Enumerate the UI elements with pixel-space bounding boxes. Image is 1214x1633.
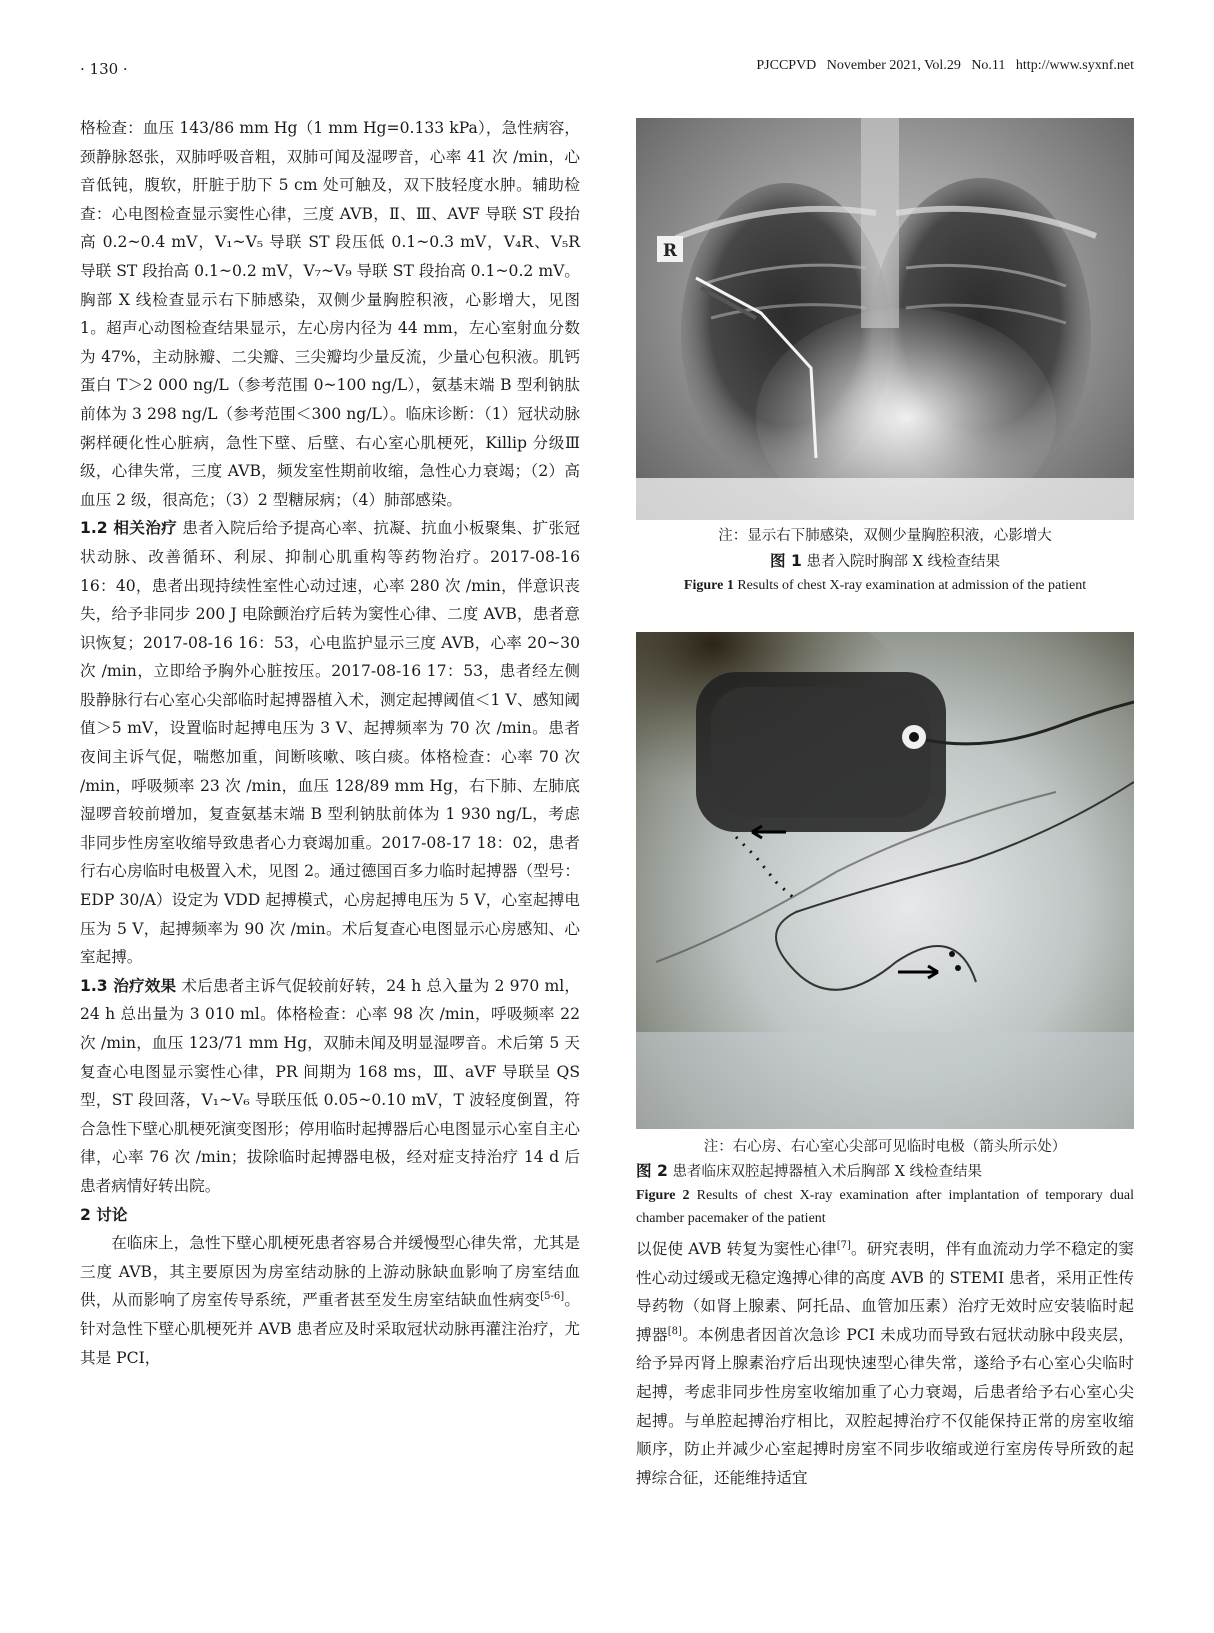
right-column xyxy=(636,1235,1134,1492)
figure-2-cn-text: 患者临床双腔起搏器植入术后胸部 X 线检查结果 xyxy=(672,1164,983,1180)
figure-2-en-label: Figure 2 xyxy=(636,1188,690,1203)
citation-5-6[interactable]: [5-6] xyxy=(540,1291,565,1303)
discussion-paragraph xyxy=(80,1229,580,1372)
figure-1-cn-label: 图 1 xyxy=(769,552,802,570)
figure-1-note: 注：显示右下肺感染，双侧少量胸腔积液，心影增大 xyxy=(718,528,1052,544)
page-number: · 130 · xyxy=(80,60,128,78)
figure-2-en-caption xyxy=(636,1184,1134,1230)
figure-1-en-caption xyxy=(636,574,1134,598)
section-1-2-body: 患者入院后给予提高心率、抗凝、抗血小板聚集、扩张冠状动脉、改善循环、利尿、抑制心肌重构等药物治疗。2017-08-16 16：40，患者出现持续性室性心动过速，心率 280 次 /min，伴意识丧失，给予非同步 200 J 电除颤治疗后转为窦性心律、二度 AVB，患者意识恢复；2017-08-16 16：53，心电监护显示三度 AVB，心率 20~30 次 /min，立即给予胸外心脏按压。2017-08-16 17：53，患者经左侧股静脉行右心室心尖部临时起搏器植入术，测定起搏阈值＜1 V、感知阈值＞5 mV，设置临时起搏电压为 3 V、起搏频率为 70 次 /min。患者夜间主诉气促，喘憋加重，间断咳嗽、咳白痰。体格检查：心率 70 次 /min，呼吸频率 23 次 /min，血压 128/89 mm Hg，右下肺、左肺底湿啰音较前增加，复查氨基末端 B 型利钠肽前体为 1 930 ng/L，考虑非同步性房室收缩导致患者心力衰竭加重。2017-08-17 18：02，患者行右心房临时电极置入术，见图 2。通过德国百多力临时起搏器（型号：EDP 30/A）设定为 VDD 起搏模式，心房起搏电压为 5 V，心室起搏电压为 5 V，起搏频率为 90 次 /min。术后复查心电图显示心房感知、心室起搏。 xyxy=(80,519,580,967)
figure-1-cn-caption xyxy=(636,549,1134,574)
journal-info: PJCCPVD November 2021, Vol.29 No.11 http://www.syxnf.net xyxy=(756,58,1134,73)
figure-2-note: 注：右心房、右心室心尖部可见临时电极（箭头所示处） xyxy=(703,1139,1067,1155)
figure-1-xray-drawing xyxy=(636,118,1134,520)
right-text-1: 以促使 AVB 转复为窦性心律 xyxy=(636,1240,837,1258)
figure-1-r-marker: R xyxy=(662,241,678,261)
section-2-heading: 2 讨论 xyxy=(80,1205,128,1224)
section-1-3-body: 术后患者主诉气促较前好转，24 h 总入量为 2 970 ml，24 h 总出量为 3 010 ml。体格检查：心率 98 次 /min，呼吸频率 22 次 /min，血压 123/71 mm Hg，双肺未闻及明显湿啰音。术后第 5 天复查心电图显示窦性心律，PR 间期为 168 ms，Ⅲ、aVF 导联呈 QS 型，ST 段回落，V₁~V₆ 导联压低 0.05~0.10 mV，T 波轻度倒置，符合急性下壁心肌梗死演变图形；停用临时起搏器后心电图显示心室自主心律，心率 76 次 /min；拔除临时起搏器电极，经对症支持治疗 14 d 后患者病情好转出院。 xyxy=(80,976,580,1195)
figure-2-cn-label: 图 2 xyxy=(636,1162,668,1180)
section-1-2 xyxy=(80,514,580,972)
figure-2-xray-drawing xyxy=(636,632,1134,1129)
discussion-text-1: 在临床上，急性下壁心肌梗死患者容易合并缓慢型心律失常，尤其是三度 AVB，其主要原因为房室结动脉的上游动脉缺血影响了房室结血供，从而影响了房室传导系统，严重者甚至发生房室结缺血性病变 xyxy=(80,1234,580,1310)
figure-1-xray-image xyxy=(636,118,1134,520)
citation-8[interactable]: [8] xyxy=(667,1325,682,1337)
discussion-text-2: 。针对急性下壁心肌梗死并 AVB 患者应及时采取冠状动脉再灌注治疗，尤其是 PCI， xyxy=(80,1291,580,1367)
figure-2-en-text: Results of chest X-ray examination after implantation of temporary dual chamber pacemaker of the patient xyxy=(636,1188,1134,1226)
right-text-2: 。研究表明，伴有血流动力学不稳定的窦性心动过缓或无稳定逸搏心律的高度 AVB 的 STEMI 患者，采用正性传导药物（如肾上腺素、阿托品、血管加压素）治疗无效时应安装临时起搏器 xyxy=(636,1240,1134,1344)
figure-2-cn-caption xyxy=(636,1159,1134,1184)
citation-7[interactable]: [7] xyxy=(836,1239,851,1251)
figure-1-en-text: Results of chest X-ray examination at admission of the patient xyxy=(737,578,1087,593)
section-1-3-heading: 1.3 治疗效果 xyxy=(80,976,177,995)
right-column-paragraph xyxy=(636,1235,1134,1492)
figure-1-cn-text: 患者入院时胸部 X 线检查结果 xyxy=(806,554,1001,570)
section-1-3 xyxy=(80,972,580,1201)
figure-2-xray-image xyxy=(636,632,1134,1129)
left-column xyxy=(80,114,580,1372)
figure-1-en-label: Figure 1 xyxy=(683,578,734,593)
exam-paragraph: 格检查：血压 143/86 mm Hg（1 mm Hg=0.133 kPa），急性病容，颈静脉怒张，双肺呼吸音粗，双肺可闻及湿啰音，心率 41 次 /min，心音低钝，腹软，肝脏于肋下 5 cm 处可触及，双下肢轻度水肿。辅助检查：心电图检查显示窦性心律，三度 AVB，Ⅱ、Ⅲ、AVF 导联 ST 段抬高 0.2~0.4 mV，V₁~V₅ 导联 ST 段压低 0.1~0.3 mV，V₄R、V₅R 导联 ST 段抬高 0.1~0.2 mV，V₇~V₉ 导联 ST 段抬高 0.1~0.2 mV。胸部 X 线检查显示右下肺感染，双侧少量胸腔积液，心影增大，见图 1。超声心动图检查结果显示，左心房内径为 44 mm，左心室射血分数为 47%，主动脉瓣、二尖瓣、三尖瓣均少量反流，少量心包积液。肌钙蛋白 T＞2 000 ng/L（参考范围 0~100 ng/L），氨基末端 B 型利钠肽前体为 3 298 ng/L（参考范围＜300 ng/L）。临床诊断：（1）冠状动脉粥样硬化性心脏病，急性下壁、后壁、右心室心肌梗死，Killip 分级Ⅲ级，心律失常，三度 AVB，频发室性期前收缩，急性心力衰竭；（2）高血压 2 级，很高危；（3）2 型糖尿病；（4）肺部感染。 xyxy=(80,119,580,509)
section-1-2-heading: 1.2 相关治疗 xyxy=(80,519,178,538)
right-text-3: 。本例患者因首次急诊 PCI 未成功而导致右冠状动脉中段夹层，给予异丙肾上腺素治疗后出现快速型心律失常，遂给予右心室心尖临时起搏，考虑非同步性房室收缩加重了心力衰竭，后患者给予右心室心尖起搏。与单腔起搏治疗相比，双腔起搏治疗不仅能保持正常的房室收缩顺序，防止并减少心室起搏时房室不同步收缩或逆行室房传导所致的起搏综合征，还能维持适宜 xyxy=(636,1325,1134,1487)
